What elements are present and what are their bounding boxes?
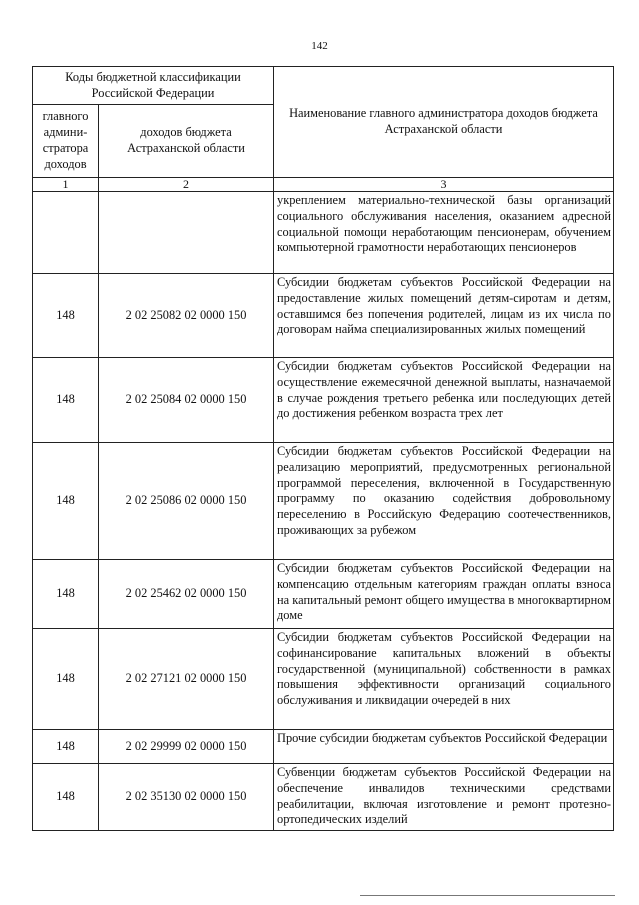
revenue-code-cell: 2 02 25086 02 0000 150 <box>99 443 274 560</box>
admin-code-cell: 148 <box>33 443 99 560</box>
table-row <box>33 274 614 358</box>
table-row <box>33 358 614 443</box>
admin-code-cell: 148 <box>33 358 99 443</box>
revenue-name-cell: Прочие субсидии бюджетам субъектов Российской Федерации <box>274 730 614 764</box>
table-row <box>33 443 614 560</box>
col-number-3: 3 <box>274 178 614 192</box>
page-number: 142 <box>311 40 328 52</box>
admin-code-cell: 148 <box>33 730 99 764</box>
admin-code-cell <box>33 192 99 274</box>
admin-code-cell: 148 <box>33 560 99 629</box>
table-row <box>33 192 614 274</box>
col-number-2: 2 <box>99 178 274 192</box>
revenue-code-cell: 2 02 25084 02 0000 150 <box>99 358 274 443</box>
revenue-name-cell: Субсидии бюджетам субъектов Российской Федерации на софинансирование капитальных вложений в объекты государственной (муниципальной) собственности в рамках повышения эффективности организаций социального обслуживания и ликвидации очередей в них <box>274 629 614 730</box>
revenue-name-cell: Субсидии бюджетам субъектов Российской Федерации на реализацию мероприятий, предусмотренных региональной программой переселения, включенной в Государственную программу по оказанию содействия добровольному переселению в Российскую Федерацию соотечественников, проживающих за рубежом <box>274 443 614 560</box>
page-bottom-rule <box>360 895 615 896</box>
admin-code-cell: 148 <box>33 764 99 831</box>
admin-code-cell: 148 <box>33 629 99 730</box>
admin-code-cell: 148 <box>33 274 99 358</box>
table-row <box>33 629 614 730</box>
table-row <box>33 730 614 764</box>
table-row <box>33 560 614 629</box>
header-col1-title: главного админи-стратора доходов <box>33 105 99 178</box>
col-number-1: 1 <box>33 178 99 192</box>
revenue-name-cell: Субвенции бюджетам субъектов Российской Федерации на обеспечение инвалидов техническими средствами реабилитации, включая изготовление и ремонт протезно-ортопедических изделий <box>274 764 614 831</box>
revenue-code-cell <box>99 192 274 274</box>
header-number-row <box>33 178 614 192</box>
revenue-name-cell: Субсидии бюджетам субъектов Российской Федерации на предоставление жилых помещений детям-сиротам и детям, оставшимся без попечения родителей, лицам из их числа по договорам найма специализированных жилых помещений <box>274 274 614 358</box>
table-row <box>33 764 614 831</box>
header-group-title: Коды бюджетной классификации Российской Федерации <box>33 67 274 105</box>
revenue-name-cell: укреплением материально-технической базы организаций социального обслуживания населения, оказанием адресной социальной помощи неработающим пенсионерам, обучением компьютерной грамотности неработающих пенсионеров <box>274 192 614 274</box>
revenue-code-cell: 2 02 25082 02 0000 150 <box>99 274 274 358</box>
revenue-code-cell: 2 02 27121 02 0000 150 <box>99 629 274 730</box>
revenue-code-cell: 2 02 25462 02 0000 150 <box>99 560 274 629</box>
header-col3-title: Наименование главного администратора доходов бюджета Астраханской области <box>274 67 614 178</box>
header-col2-title: доходов бюджета Астраханской области <box>99 105 274 178</box>
revenue-name-cell: Субсидии бюджетам субъектов Российской Федерации на компенсацию отдельным категориям граждан оплаты взноса на капитальный ремонт общего имущества в многоквартирном доме <box>274 560 614 629</box>
revenue-code-cell: 2 02 29999 02 0000 150 <box>99 730 274 764</box>
revenue-code-cell: 2 02 35130 02 0000 150 <box>99 764 274 831</box>
revenue-name-cell: Субсидии бюджетам субъектов Российской Федерации на осуществление ежемесячной денежной выплаты, назначаемой в случае рождения третьего ребенка или последующих детей до достижения ребенком возраста трех лет <box>274 358 614 443</box>
header-row-top <box>33 67 614 105</box>
budget-classification-table <box>32 66 614 831</box>
